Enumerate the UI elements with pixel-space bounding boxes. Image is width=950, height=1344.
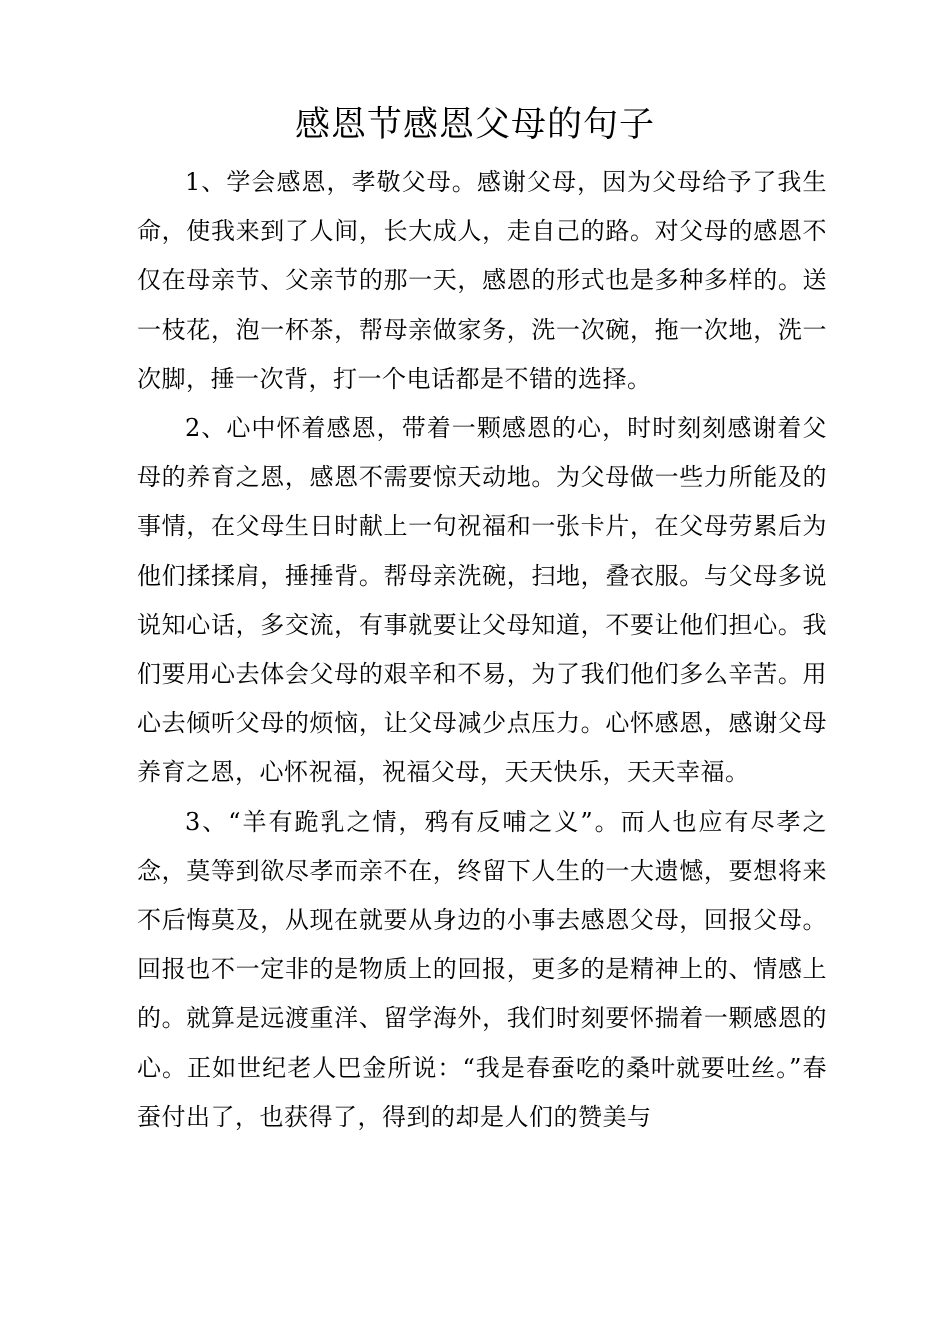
page-title: 感恩节感恩父母的句子 — [294, 105, 655, 145]
paragraph-3: 3、“羊有跪乳之情，鸦有反哺之义”。而人也应有尽孝之念，莫等到欲尽孝而亲不在，终留下人生的一大遗憾，要想将来不后悔莫及，从现在就要从身边的小事去感恩父母，回报父母。回报也不一定非的是物质上的回报，更多的是精神上的、情感上的。就算是远渡重洋、留学海外，我们时刻要怀揣着一颗感恩的心。正如世纪老人巴金所说：“我是春蚕吃的桑叶就要吐丝。”春蚕付出了，也获得了，得到的却是人们的赞美与 — [137, 807, 827, 1131]
document-body — [137, 158, 827, 1142]
paragraph-1: 1、学会感恩，孝敬父母。感谢父母，因为父母给予了我生命，使我来到了人间，长大成人，走自己的路。对父母的感恩不仅在母亲节、父亲节的那一天，感恩的形式也是多种多样的。送一枝花，泡一杯茶，帮母亲做家务，洗一次碗，拖一次地，洗一次脚，捶一次背，打一个电话都是不错的选择。 — [137, 168, 827, 393]
paragraph-2: 2、心中怀着感恩，带着一颗感恩的心，时时刻刻感谢着父母的养育之恩，感恩不需要惊天动地。为父母做一些力所能及的事情，在父母生日时献上一句祝福和一张卡片，在父母劳累后为他们揉揉肩，捶捶背。帮母亲洗碗，扫地，叠衣服。与父母多说说知心话，多交流，有事就要让父母知道，不要让他们担心。我们要用心去体会父母的艰辛和不易，为了我们他们多么辛苦。用心去倾听父母的烦恼，让父母减少点压力。心怀感恩，感谢父母养育之恩，心怀祝福，祝福父母，天天快乐，天天幸福。 — [137, 414, 827, 787]
